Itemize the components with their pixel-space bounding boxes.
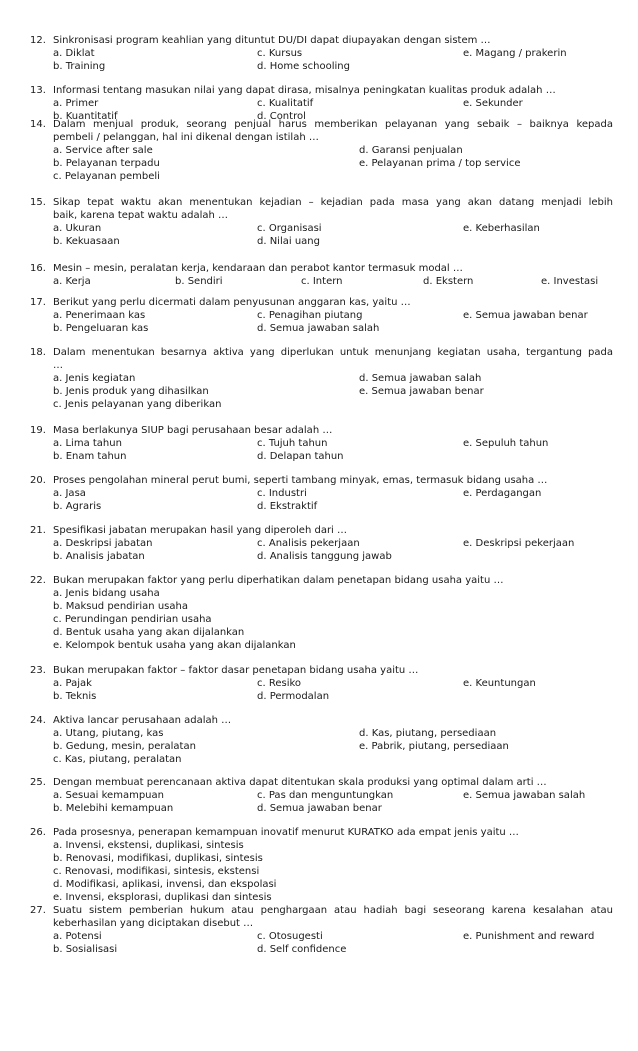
option-row — [53, 309, 613, 322]
option-row — [53, 47, 613, 60]
answer-option[interactable]: b. Agraris — [53, 501, 102, 512]
option-row — [53, 740, 613, 753]
question-text: Sinkronisasi program keahlian yang dituntut DU/DI dapat diupayakan dengan sistem … — [53, 35, 491, 46]
answer-option[interactable]: d. Bentuk usaha yang akan dijalankan — [53, 627, 245, 638]
question-text: pembeli / pelanggan, hal ini dikenal dengan istilah … — [53, 132, 319, 143]
question-number: 23. — [30, 665, 46, 676]
option-row — [53, 398, 613, 411]
answer-option[interactable]: b. Pengeluaran kas — [53, 323, 149, 334]
question-text: … — [53, 360, 63, 371]
option-row — [53, 385, 613, 398]
answer-option[interactable]: a. Utang, piutang, kas — [53, 728, 164, 739]
answer-option[interactable]: b. Sendiri — [175, 276, 223, 287]
question-number: 17. — [30, 297, 46, 308]
question-text: Masa berlakunya SIUP bagi perusahaan besar adalah … — [53, 425, 333, 436]
option-row — [53, 450, 613, 463]
answer-option[interactable]: d. Semua jawaban salah — [359, 373, 482, 384]
answer-option[interactable]: c. Pas dan menguntungkan — [257, 790, 394, 801]
answer-option[interactable]: b. Kekuasaan — [53, 236, 120, 247]
answer-option[interactable]: a. Deskripsi jabatan — [53, 538, 153, 549]
option-row — [53, 487, 613, 500]
answer-option[interactable]: e. Punishment and reward — [463, 931, 595, 942]
answer-option[interactable]: a. Service after sale — [53, 145, 153, 156]
question-text: Bukan merupakan faktor yang perlu diperhatikan dalam penetapan bidang usaha yaitu … — [53, 575, 504, 586]
answer-option[interactable]: e. Invensi, eksplorasi, duplikasi dan sintesis — [53, 892, 272, 903]
answer-option[interactable]: d. Semua jawaban salah — [257, 323, 380, 334]
option-row — [53, 865, 613, 878]
answer-option[interactable]: b. Enam tahun — [53, 451, 127, 462]
question-text: Suatu sistem pemberian hukum atau penghargaan atau hadiah bagi seseorang karena kesalahan atau — [53, 905, 613, 916]
option-row — [53, 550, 613, 563]
option-row — [53, 275, 613, 288]
answer-option[interactable]: b. Teknis — [53, 691, 97, 702]
answer-option[interactable]: d. Control — [257, 111, 306, 122]
option-row — [53, 322, 613, 335]
answer-option[interactable]: e. Pabrik, piutang, persediaan — [359, 741, 509, 752]
option-row — [53, 639, 613, 652]
question-number: 25. — [30, 777, 46, 788]
answer-option[interactable]: d. Home schooling — [257, 61, 350, 72]
question-number: 19. — [30, 425, 46, 436]
answer-option[interactable]: e. Magang / prakerin — [463, 48, 567, 59]
answer-option[interactable]: c. Pelayanan pembeli — [53, 171, 160, 182]
answer-option[interactable]: e. Kelompok bentuk usaha yang akan dijalankan — [53, 640, 296, 651]
answer-option[interactable]: e. Keberhasilan — [463, 223, 540, 234]
option-row — [53, 690, 613, 703]
question-text: Sikap tepat waktu akan menentukan kejadian – kejadian pada masa yang akan datang menjadi lebih — [53, 197, 613, 208]
answer-option[interactable]: a. Primer — [53, 98, 99, 109]
question-number: 24. — [30, 715, 46, 726]
answer-option[interactable]: e. Semua jawaban salah — [463, 790, 586, 801]
answer-option[interactable]: c. Kursus — [257, 48, 303, 59]
answer-option[interactable]: e. Pelayanan prima / top service — [359, 158, 521, 169]
answer-option[interactable]: a. Lima tahun — [53, 438, 122, 449]
question-text: Spesifikasi jabatan merupakan hasil yang diperoleh dari … — [53, 525, 348, 536]
option-row — [53, 97, 613, 110]
answer-option[interactable]: e. Sekunder — [463, 98, 523, 109]
option-row — [53, 626, 613, 639]
answer-option[interactable]: a. Pajak — [53, 678, 92, 689]
answer-option[interactable]: a. Sesuai kemampuan — [53, 790, 164, 801]
option-row — [53, 753, 613, 766]
question-number: 18. — [30, 347, 46, 358]
question-text: keberhasilan yang diciptakan disebut … — [53, 918, 254, 929]
question-text: Dengan membuat perencanaan aktiva dapat ditentukan skala produksi yang optimal dalam arti … — [53, 777, 547, 788]
answer-option[interactable]: d. Garansi penjualan — [359, 145, 463, 156]
answer-option[interactable]: e. Deskripsi pekerjaan — [463, 538, 575, 549]
option-row — [53, 878, 613, 891]
answer-option[interactable]: d. Analisis tanggung jawab — [257, 551, 392, 562]
answer-option[interactable]: c. Penagihan piutang — [257, 310, 363, 321]
answer-option[interactable]: a. Penerimaan kas — [53, 310, 146, 321]
option-row — [53, 537, 613, 550]
option-row — [53, 613, 613, 626]
question-number: 14. — [30, 119, 46, 130]
question-number: 16. — [30, 263, 46, 274]
answer-option[interactable]: c. Perundingan pendirian usaha — [53, 614, 212, 625]
question-number: 13. — [30, 85, 46, 96]
option-row — [53, 727, 613, 740]
answer-option[interactable]: d. Nilai uang — [257, 236, 320, 247]
answer-option[interactable]: a. Ukuran — [53, 223, 102, 234]
option-row — [53, 852, 613, 865]
question-number: 20. — [30, 475, 46, 486]
question-text: Pada prosesnya, penerapan kemampuan inovatif menurut KURATKO ada empat jenis yaitu … — [53, 827, 519, 838]
question-number: 22. — [30, 575, 46, 586]
answer-option[interactable]: d. Semua jawaban benar — [257, 803, 382, 814]
option-row — [53, 930, 613, 943]
question-text: Aktiva lancar perusahaan adalah … — [53, 715, 232, 726]
option-row — [53, 144, 613, 157]
option-row — [53, 677, 613, 690]
question-number: 12. — [30, 35, 46, 46]
question-number: 27. — [30, 905, 46, 916]
answer-option[interactable]: a. Invensi, ekstensi, duplikasi, sintesis — [53, 840, 244, 851]
answer-option[interactable]: c. Industri — [257, 488, 307, 499]
question-text: Proses pengolahan mineral perut bumi, seperti tambang minyak, emas, termasuk bidang usaha … — [53, 475, 548, 486]
answer-option[interactable]: d. Kas, piutang, persediaan — [359, 728, 497, 739]
answer-option[interactable]: b. Analisis jabatan — [53, 551, 145, 562]
answer-option[interactable]: b. Kuantitatif — [53, 111, 118, 122]
answer-option[interactable]: a. Jenis kegiatan — [53, 373, 136, 384]
option-row — [53, 587, 613, 600]
option-row — [53, 839, 613, 852]
answer-option[interactable]: d. Modifikasi, aplikasi, invensi, dan ekspolasi — [53, 879, 277, 890]
question-text: Dalam menentukan besarnya aktiva yang diperlukan untuk menunjang kegiatan usaha, tergantung pada — [53, 347, 613, 358]
answer-option[interactable]: b. Training — [53, 61, 106, 72]
answer-option[interactable]: a. Diklat — [53, 48, 95, 59]
answer-option[interactable]: e. Semua jawaban benar — [359, 386, 484, 397]
question-text: Berikut yang perlu dicermati dalam penyusunan anggaran kas, yaitu … — [53, 297, 411, 308]
option-row — [53, 372, 613, 385]
answer-option[interactable]: c. Jenis pelayanan yang diberikan — [53, 399, 222, 410]
option-row — [53, 222, 613, 235]
answer-option[interactable]: e. Keuntungan — [463, 678, 536, 689]
option-row — [53, 60, 613, 73]
question-number: 15. — [30, 197, 46, 208]
answer-option[interactable]: b. Pelayanan terpadu — [53, 158, 160, 169]
answer-option[interactable]: e. Investasi — [541, 276, 599, 287]
answer-option[interactable]: c. Analisis pekerjaan — [257, 538, 360, 549]
question-number: 26. — [30, 827, 46, 838]
option-row — [53, 235, 613, 248]
answer-option[interactable]: b. Renovasi, modifikasi, duplikasi, sintesis — [53, 853, 263, 864]
answer-option[interactable]: d. Permodalan — [257, 691, 330, 702]
answer-option[interactable]: c. Kualitatif — [257, 98, 314, 109]
option-row — [53, 170, 613, 183]
answer-option[interactable]: b. Sosialisasi — [53, 944, 118, 955]
option-row — [53, 157, 613, 170]
question-text: Bukan merupakan faktor – faktor dasar penetapan bidang usaha yaitu … — [53, 665, 419, 676]
answer-option[interactable]: b. Jenis produk yang dihasilkan — [53, 386, 209, 397]
answer-option[interactable]: c. Renovasi, modifikasi, sintesis, ekstensi — [53, 866, 260, 877]
answer-option[interactable]: e. Semua jawaban benar — [463, 310, 588, 321]
answer-option[interactable]: c. Kas, piutang, peralatan — [53, 754, 182, 765]
question-text: baik, karena tepat waktu adalah … — [53, 210, 229, 221]
option-row — [53, 437, 613, 450]
question-text: Dalam menjual produk, seorang penjual harus memberikan pelayanan yang sebaik – baiknya kepada — [53, 119, 613, 130]
question-number: 21. — [30, 525, 46, 536]
answer-option[interactable]: a. Kerja — [53, 276, 91, 287]
answer-option[interactable]: d. Delapan tahun — [257, 451, 344, 462]
answer-option[interactable]: b. Gedung, mesin, peralatan — [53, 741, 196, 752]
answer-option[interactable]: d. Self confidence — [257, 944, 347, 955]
option-row — [53, 789, 613, 802]
answer-option[interactable]: e. Sepuluh tahun — [463, 438, 549, 449]
answer-option[interactable]: c. Resiko — [257, 678, 302, 689]
answer-option[interactable]: a. Jasa — [53, 488, 86, 499]
answer-option[interactable]: c. Otosugesti — [257, 931, 323, 942]
option-row — [53, 802, 613, 815]
answer-option[interactable]: c. Intern — [301, 276, 343, 287]
question-text: Mesin – mesin, peralatan kerja, kendaraan dan perabot kantor termasuk modal … — [53, 263, 463, 274]
answer-option[interactable]: c. Tujuh tahun — [257, 438, 328, 449]
option-row — [53, 891, 613, 904]
answer-option[interactable]: d. Ekstraktif — [257, 501, 318, 512]
option-row — [53, 500, 613, 513]
answer-option[interactable]: c. Organisasi — [257, 223, 322, 234]
answer-option[interactable]: b. Maksud pendirian usaha — [53, 601, 188, 612]
answer-option[interactable]: a. Jenis bidang usaha — [53, 588, 160, 599]
option-row — [53, 600, 613, 613]
answer-option[interactable]: e. Perdagangan — [463, 488, 542, 499]
question-text: Informasi tentang masukan nilai yang dapat dirasa, misalnya peningkatan kualitas produk adalah … — [53, 85, 556, 96]
option-row — [53, 943, 613, 956]
answer-option[interactable]: b. Melebihi kemampuan — [53, 803, 174, 814]
answer-option[interactable]: a. Potensi — [53, 931, 102, 942]
answer-option[interactable]: d. Ekstern — [423, 276, 474, 287]
